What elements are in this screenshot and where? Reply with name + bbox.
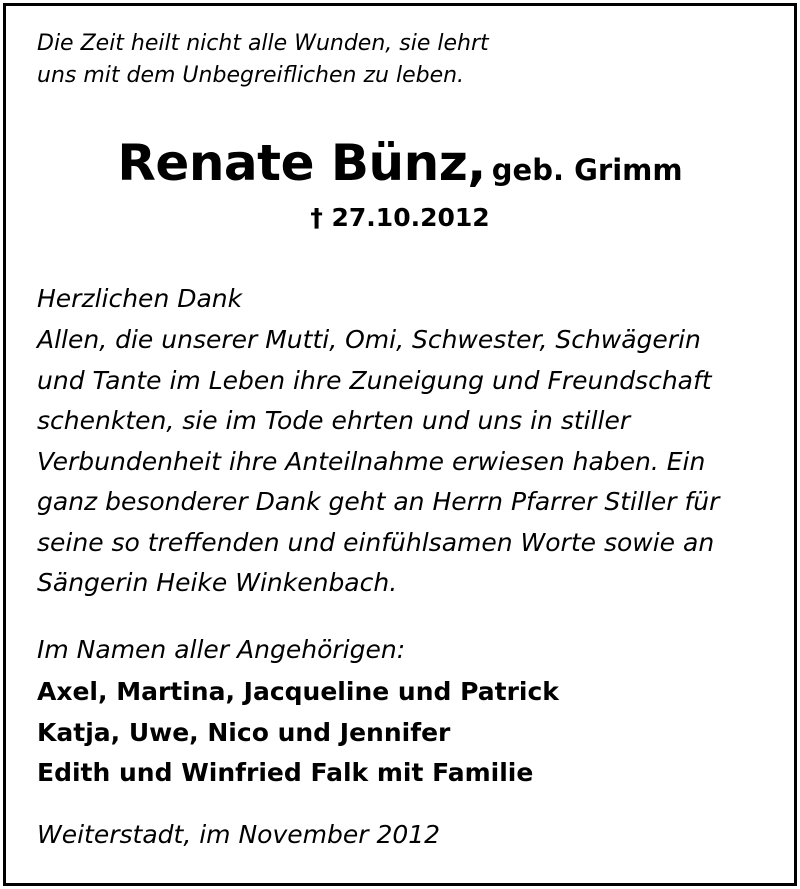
relatives-intro: Im Namen aller Angehörigen:	[37, 635, 406, 664]
relatives-line: Edith und Winfried Falk mit Familie	[37, 758, 534, 787]
quote-line: Die Zeit heilt nicht alle Wunden, sie lehrt	[37, 31, 489, 56]
thanks-line: Verbundenheit ihre Anteilnahme erwiesen haben. Ein	[37, 446, 706, 476]
thanks-line: schenkten, sie im Tode ehrten und uns in stiller	[37, 406, 631, 435]
opening-quote	[37, 28, 489, 92]
thanks-line: ganz besonderer Dank geht an Herrn Pfarrer Stiller für	[37, 487, 720, 516]
deceased-name: Renate Bünz,	[117, 134, 486, 192]
thanks-line: Sängerin Heike Winkenbach.	[37, 568, 398, 597]
relatives-line: Axel, Martina, Jacqueline und Patrick	[37, 677, 559, 706]
thanks-line: Allen, die unserer Mutti, Omi, Schwester, Schwägerin	[37, 325, 701, 354]
death-date: † 27.10.2012	[310, 203, 490, 232]
thanks-line: seine so treffenden und einfühlsamen Worte sowie an	[37, 527, 715, 557]
thanks-heading: Herzlichen Dank	[37, 284, 243, 313]
place-and-date: Weiterstadt, im November 2012	[37, 820, 441, 849]
maiden-name: geb. Grimm	[491, 153, 683, 187]
relatives-list	[37, 672, 559, 794]
thanks-text	[37, 320, 719, 604]
thanks-line: und Tante im Leben ihre Zuneigung und Freundschaft	[37, 365, 712, 395]
quote-line: uns mit dem Unbegreiflichen zu leben.	[37, 63, 465, 88]
relatives-line: Katja, Uwe, Nico und Jennifer	[37, 717, 451, 747]
